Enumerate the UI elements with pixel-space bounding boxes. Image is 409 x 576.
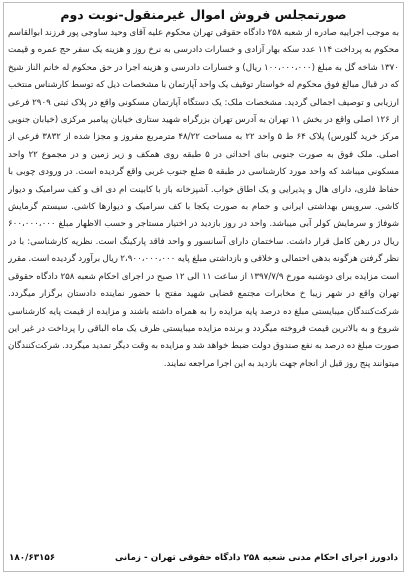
notice-title: صورتمجلس فروش اموال غیرمنقول-نوبت دوم (60, 7, 347, 22)
notice-footer (4, 552, 403, 565)
notice-body: به موجب اجراییه صادره از شعبه ۲۵۸ دادگاه حقوقی تهران محکوم علیه آقای وحید ساوجی پور فرزند ابوالقاسم محکوم به پرداخت ۱۱۴ عدد سکه بهار آزادی و خسارات دادرسی به نرخ روز و هزینه یک سفر حج عمره و قیمت ۱۳۷۰ شاخه گل به مبلغ (۱۰۰،۰۰۰،۰۰۰ ریال) و خسارات دادرسی و هزینه اجرا در حق محکوم له خانم الناز شیخ که در قبال مبالغ فوق محکوم له خواستار توقیف یک واحد آپارتمان با مشخصات ذیل که توسط کارشناس منتخب ارزیابی و توصیف اجمالی گردید. مشخصات ملک: یک دستگاه آپارتمان مسکونی واقع در پلاک ثبتی ۲۹۰۹ فرعی از ۱۲۶ اصلی واقع در بخش ۱۱ تهران به آدرس تهران بزرگراه شهید ستاری خیابان پیامبر مرکزی (خیابان جنوبی مرکز خرید گلورس) پلاک ۶۴ ط ۵ واحد ۲۲ به مساحت ۴۸/۲۲ مترمربع مفروز و مجزا شده از ۳۸۳۲ فرعی از اصلی. ملک فوق به صورت جنوبی بنای احداثی در ۵ طبقه روی همکف و زیر زمین و در مجموع ۲۲ واحد مسکونی میباشد که واحد مورد کارشناسی در طبقه ۵ ضلع جنوب غربی واقع گردیده است. در ورودی چوبی با حفاظ فلزی، دارای هال و پذیرایی و یک اطاق خواب. آشپزخانه باز با کابینت ام دی اف و کف سرامیک و دیوار کاشی. سرویس بهداشتی ایرانی و حمام به صورت یکجا با کف سرامیک و دیوارها کاشی. سیستم گرمایش شوفاژ و سرمایش کولر آبی میباشد. واحد در روز بازدید در اختیار مستاجر و حسب الاظهار مبلغ ۶۰۰،۰۰۰،۰۰۰ ریال در رهن کامل قرار داشت. ساختمان دارای آسانسور و واحد فاقد پارکینگ است. نظریه کارشناسی: با در نظر گرفتن هرگونه بدهی احتمالی و خلافی و بازداشتی مبلغ پایه ۲،۹۰۰،۰۰۰،۰۰۰ ریال برآورد گردیده است. مقرر است مزایده برای دوشنبه مورخ ۱۳۹۷/۷/۹ از ساعت ۱۱ الی ۱۲ صبح در اجرای احکام شعبه ۲۵۸ دادگاه حقوقی تهران واقع در شهر زیبا خ مخابرات مجتمع قضایی شهید مفتح با حضور نماینده دادستان برگزار میگردد. شرکت‌کنندگان میبایستی مبلغ ده درصد پایه مزایده را به همراه داشته باشند و مزایده از قیمت پایه کارشناسی شروع و به بالاترین قیمت فروخته میگردد و برنده مزایده میبایستی ظرف یک ماه الباقی را پرداخت در غیر این صورت مبلغ ده درصد به نفع صندوق دولت ضبط خواهد شد و مزایده به وقت دیگر تمدید میگردد. شرکت‌کنندگان میتوانند پنج روز قبل از انجام جهت بازدید به این اجرا مراجعه نمایند. (8, 28, 399, 369)
legal-notice (3, 2, 404, 572)
notice-signature: دادورز اجرای احکام مدنی شعبه ۲۵۸ دادگاه حقوقی تهران - زمانی (114, 553, 398, 563)
notice-reference-number: ۱۸۰/۶۳۱۵۶ (9, 553, 56, 563)
